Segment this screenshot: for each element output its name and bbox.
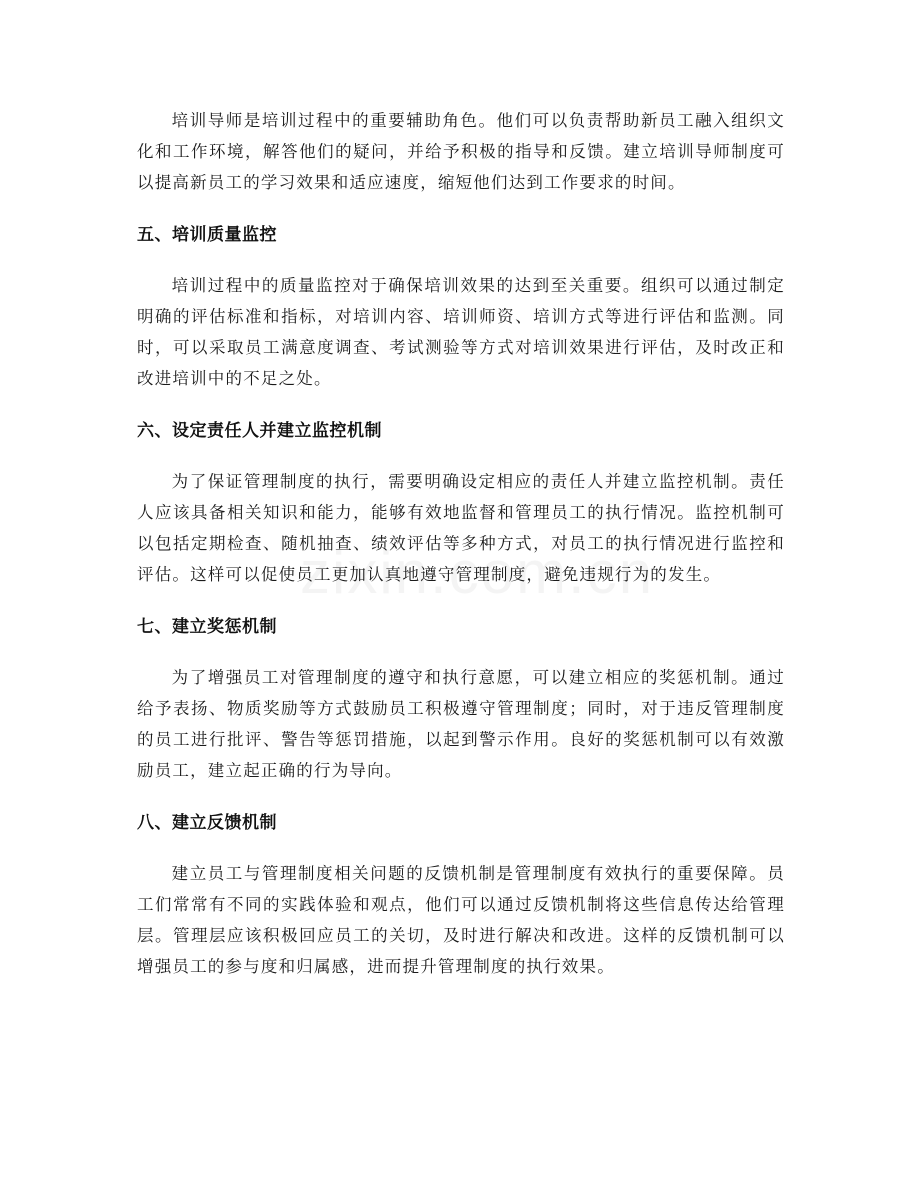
- paragraph-quality-monitoring: 培训过程中的质量监控对于确保培训效果的达到至关重要。组织可以通过制定明确的评估标准和指标，对培训内容、培训师资、培训方式等进行评估和监测。同时，可以采取员工满意度调查、考试测验等方式对培训效果进行评估，及时改正和改进培训中的不足之处。: [137, 276, 785, 388]
- document-body: [137, 105, 785, 982]
- paragraph-responsibility: 为了保证管理制度的执行，需要明确设定相应的责任人并建立监控机制。责任人应该具备相关知识和能力，能够有效地监督和管理员工的执行情况。监控机制可以包括定期检查、随机抽查、绩效评估等多种方式，对员工的执行情况进行监控和评估。这样可以促使员工更加认真地遵守管理制度，避免违规行为的发生。: [137, 472, 785, 584]
- paragraph-feedback: 建立员工与管理制度相关问题的反馈机制是管理制度有效执行的重要保障。员工们常常有不同的实践体验和观点，他们可以通过反馈机制将这些信息传达给管理层。管理层应该积极回应员工的关切，及时进行解决和改进。这样的反馈机制可以增强员工的参与度和归属感，进而提升管理制度的执行效果。: [137, 864, 785, 976]
- section-heading-7: 七、建立奖惩机制: [137, 617, 277, 637]
- section-heading-5: 五、培训质量监控: [137, 225, 277, 245]
- section-heading-6: 六、设定责任人并建立监控机制: [137, 421, 382, 441]
- section-heading-8: 八、建立反馈机制: [137, 813, 277, 833]
- paragraph-training-mentor: 培训导师是培训过程中的重要辅助角色。他们可以负责帮助新员工融入组织文化和工作环境，解答他们的疑问，并给予积极的指导和反馈。建立培训导师制度可以提高新员工的学习效果和适应速度，缩短他们达到工作要求的时间。: [137, 111, 785, 192]
- paragraph-rewards-penalties: 为了增强员工对管理制度的遵守和执行意愿，可以建立相应的奖惩机制。通过给予表扬、物质奖励等方式鼓励员工积极遵守管理制度；同时，对于违反管理制度的员工进行批评、警告等惩罚措施，以起到警示作用。良好的奖惩机制可以有效激励员工，建立起正确的行为导向。: [137, 668, 785, 780]
